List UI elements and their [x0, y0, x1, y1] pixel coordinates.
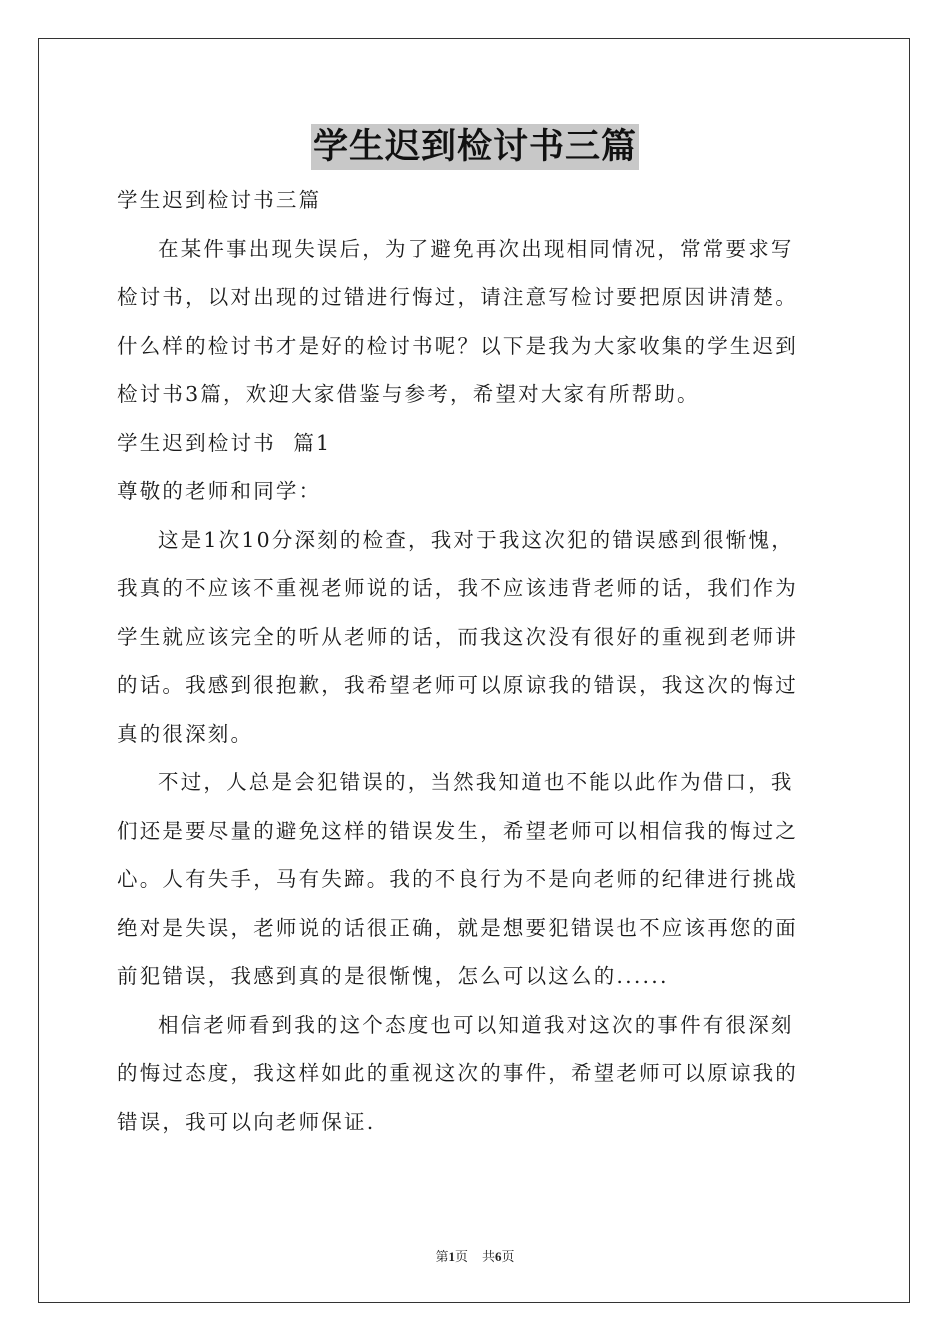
paragraph-line: 的话。我感到很抱歉，我希望老师可以原谅我的错误，我这次的悔过 — [117, 673, 798, 697]
paragraph-line: 真的很深刻。 — [117, 721, 254, 746]
paragraph-line: 相信老师看到我的这个态度也可以知道我对这次的事件有很深刻 — [158, 1012, 794, 1037]
paragraph-2 — [117, 758, 837, 1001]
intro-line: 在某件事出现失误后，为了避免再次出现相同情况，常常要求写 — [158, 236, 794, 261]
total-prefix: 共 — [482, 1249, 496, 1264]
paragraph-line: 我真的不应该不重视老师说的话，我不应该违背老师的话，我们作为 — [117, 576, 798, 600]
paragraph-line: 的悔过态度，我这样如此的重视这次的事件，希望老师可以原谅我的 — [117, 1061, 798, 1085]
total-pages: 6 — [495, 1249, 502, 1264]
paragraph-line: 错误，我可以向老师保证. — [117, 1109, 376, 1134]
total-suffix: 页 — [501, 1249, 515, 1264]
salutation: 尊敬的老师和同学： — [117, 479, 322, 503]
document-title: 学生迟到检讨书三篇 — [311, 124, 639, 170]
paragraph-3 — [117, 1001, 837, 1147]
document-body — [117, 176, 837, 1146]
intro-line: 检讨书3篇，欢迎大家借鉴与参考，希望对大家有所帮助。 — [117, 382, 700, 406]
paragraph-line: 不过，人总是会犯错误的，当然我知道也不能以此作为借口，我 — [158, 770, 794, 794]
intro-line: 什么样的检讨书才是好的检讨书呢？以下是我为大家收集的学生迟到 — [117, 333, 798, 358]
page-footer — [0, 1246, 950, 1265]
section-heading: 学生迟到检讨书 篇1 — [117, 430, 332, 455]
paragraph-1 — [117, 516, 837, 759]
intro-paragraph — [117, 225, 837, 419]
page-prefix: 第 — [435, 1249, 449, 1264]
title-container — [0, 124, 950, 170]
paragraph-line: 们还是要尽量的避免这样的错误发生，希望老师可以相信我的悔过之 — [117, 818, 798, 843]
paragraph-line: 心。人有失手，马有失蹄。我的不良行为不是向老师的纪律进行挑战 — [117, 867, 798, 891]
document-subtitle: 学生迟到检讨书三篇 — [117, 188, 322, 212]
intro-line: 检讨书，以对出现的过错进行悔过，请注意写检讨要把原因讲清楚。 — [117, 285, 798, 309]
paragraph-line: 学生就应该完全的听从老师的话，而我这次没有很好的重视到老师讲 — [117, 624, 798, 649]
paragraph-line: 这是1次10分深刻的检查，我对于我这次犯的错误感到很惭愧， — [158, 527, 794, 552]
page-suffix: 页 — [454, 1249, 468, 1264]
paragraph-line: 绝对是失误，老师说的话很正确，就是想要犯错误也不应该再您的面 — [117, 915, 798, 940]
page-number: 1 — [448, 1249, 455, 1264]
paragraph-line: 前犯错误，我感到真的是很惭愧，怎么可以这么的...... — [117, 964, 669, 988]
